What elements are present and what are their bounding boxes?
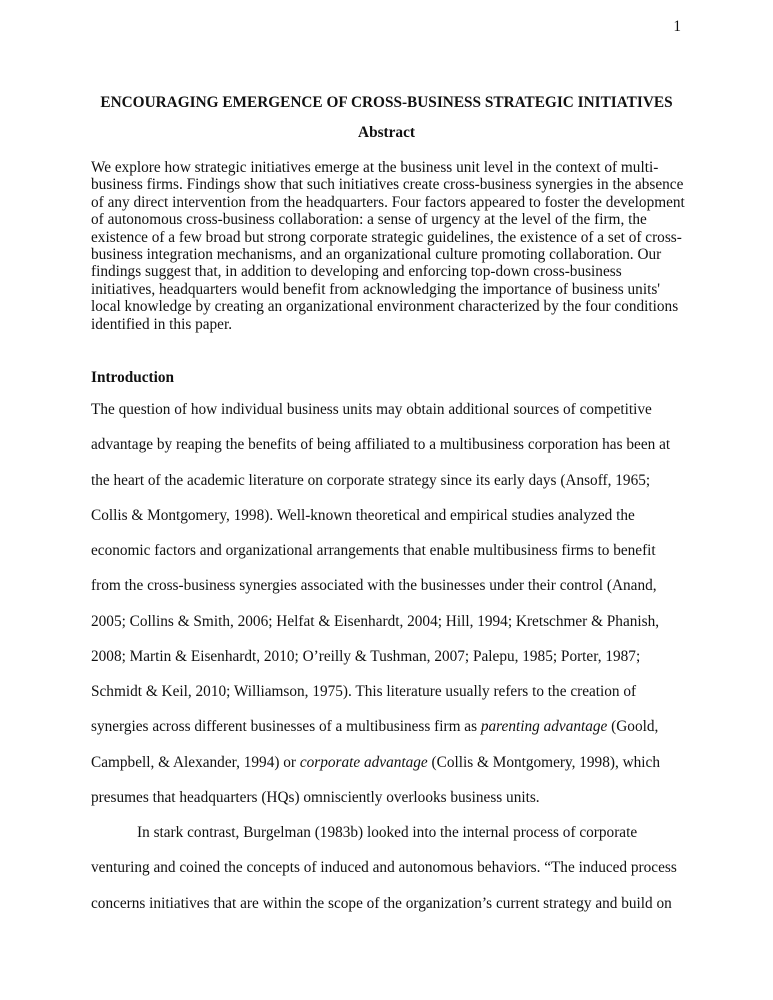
body-line <box>91 639 711 674</box>
body-line <box>91 463 711 498</box>
abstract-body <box>91 159 691 333</box>
body-line <box>91 780 711 815</box>
body-line <box>91 392 711 427</box>
text-segment: economic factors and organizational arrangements that enable multibusiness firms to benefit <box>91 542 656 559</box>
text-segment: 2008; Martin & Eisenhardt, 2010; O’reilly & Tushman, 2007; Palepu, 1985; Porter, 1987; <box>91 647 641 665</box>
body-line <box>91 674 711 709</box>
body-line <box>91 709 711 744</box>
text-segment: In stark contrast, Burgelman (1983b) looked into the internal process of corporate <box>137 824 638 841</box>
abstract-line: local knowledge by creating an organizational environment characterized by the four conditions <box>91 298 679 316</box>
abstract-line: of any direct intervention from the headquarters. Four factors appeared to foster the development <box>91 193 685 211</box>
italic-term: corporate advantage <box>299 753 428 771</box>
abstract-line: findings suggest that, in addition to developing and enforcing top-down cross-business <box>91 263 622 281</box>
paper-title: ENCOURAGING EMERGENCE OF CROSS-BUSINESS STRATEGIC INITIATIVES <box>100 94 673 111</box>
text-segment: advantage by reaping the benefits of being affiliated to a multibusiness corporation has been at <box>91 436 671 454</box>
italic-term: parenting advantage <box>480 718 608 736</box>
body-line <box>91 498 711 533</box>
abstract-line: business integration mechanisms, and an organizational culture promoting collaboration. Our <box>91 246 662 264</box>
text-segment: The question of how individual business units may obtain additional sources of competitive <box>91 401 652 418</box>
text-segment: 2005; Collins & Smith, 2006; Helfat & Eisenhardt, 2004; Hill, 1994; Kretschmer & Phanish, <box>91 612 660 630</box>
introduction-body <box>91 392 711 921</box>
abstract-line: identified in this paper. <box>91 315 233 333</box>
abstract-line: business firms. Findings show that such initiatives create cross-business synergies in the absence <box>91 176 684 194</box>
text-segment: from the cross-business synergies associated with the businesses under their control (Anand, <box>91 577 657 595</box>
body-line <box>91 886 711 921</box>
text-segment: synergies across different businesses of a multibusiness firm as <box>91 718 481 736</box>
text-segment: Schmidt & Keil, 2010; Williamson, 1975). This literature usually refers to the creation of <box>91 683 637 700</box>
abstract-line: existence of a few broad but strong corporate strategic guidelines, the existence of a set of cross- <box>91 228 682 246</box>
text-segment: concerns initiatives that are within the scope of the organization’s current strategy and build on <box>91 894 672 912</box>
body-line <box>91 604 711 639</box>
body-line <box>91 427 711 462</box>
text-segment: Campbell, & Alexander, 1994) or <box>91 753 300 771</box>
page-number: 1 <box>673 18 681 35</box>
body-line <box>91 850 711 885</box>
text-segment: the heart of the academic literature on corporate strategy since its early days (Ansoff, 1965; <box>91 471 651 489</box>
abstract-line: initiatives, headquarters would benefit from acknowledging the importance of business units' <box>91 280 661 298</box>
body-line <box>91 533 711 568</box>
body-line <box>91 568 711 603</box>
body-line <box>91 745 711 780</box>
abstract-line: We explore how strategic initiatives emerge at the business unit level in the context of multi- <box>91 159 659 176</box>
text-segment: (Goold, <box>607 718 659 736</box>
abstract-heading: Abstract <box>358 124 415 141</box>
abstract-line: of autonomous cross-business collaboration: a sense of urgency at the level of the firm, the <box>91 211 647 229</box>
text-segment: venturing and coined the concepts of induced and autonomous behaviors. “The induced process <box>91 859 677 877</box>
text-segment: (Collis & Montgomery, 1998), which <box>427 753 660 771</box>
text-segment: presumes that headquarters (HQs) omnisciently overlooks business units. <box>91 788 540 806</box>
text-segment: Collis & Montgomery, 1998). Well-known theoretical and empirical studies analyzed the <box>91 506 635 524</box>
body-line <box>91 815 711 850</box>
introduction-heading: Introduction <box>91 369 175 386</box>
